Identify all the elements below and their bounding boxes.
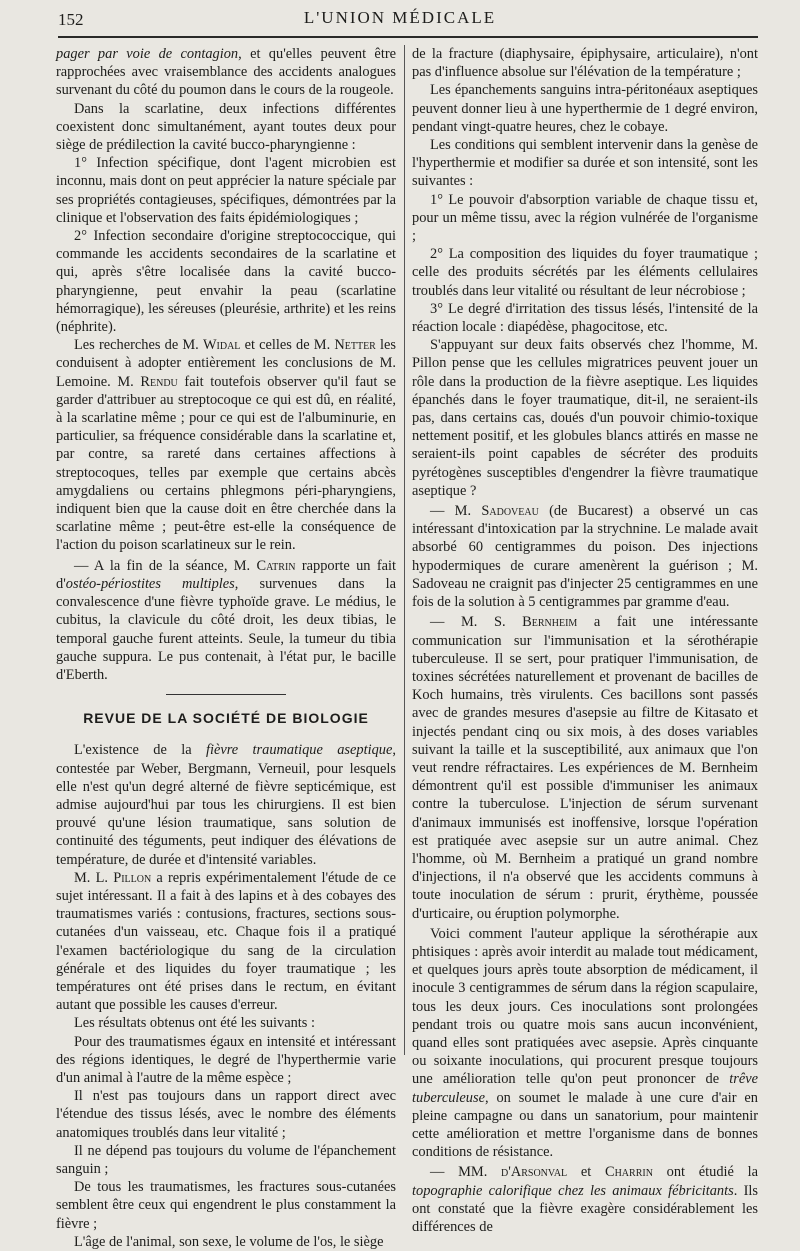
running-title: L'UNION MÉDICALE [303, 8, 497, 27]
page-header [0, 0, 800, 40]
column-divider [404, 45, 405, 1055]
paragraph: De tous les traumatismes, les fractures sous-cutanées semblent être ceux qui engendrent le plus constamment la fièvre ; [56, 1179, 396, 1232]
right-column [412, 45, 758, 1236]
paragraph: 1° Infection spécifique, dont l'agent microbien est inconnu, mais dont on peut apprécier la nature spéciale par ses propriétés contagieuses, spécifiques, démontrées par la clinique et l'observation des faits épidémiologiques ; [56, 155, 396, 226]
left-column [56, 45, 396, 1251]
paragraph: — M. S. Bernheim a fait une intéressante communication sur l'immunisation et la sérothérapie tuberculeuse. Il se sert, pour pratiquer l'immunisation, de toxines sécrétées naturellement et provenant de bacilles de Koch humains, très virulents. Ces bacillons sont passés avec de grandes mesures d'asepsie au filtre de Kitasato et injectés pendant cinq ou six mois, à des doses variables suivant la taille et la susceptibilité, aux animaux que l'on veut rendre réfractaires. Les expériences de M. Bernheim démontrent qu'il est possible d'immuniser les animaux contre la tuberculose. L'injection de sérum survenant d'animaux immunisés est inoffensive, lorsque l'opération est pratiquée avec asepsie sur un autre animal. Chez l'homme, où M. Bernheim a pratiqué un grand nombre d'injections, il n'a observé que les accidents communs à toute inoculation de sérum : prurit, érythème, poussée d'urticaire, ou éruption polymorphe. [412, 614, 758, 922]
paragraph: S'appuyant sur deux faits observés chez l'homme, M. Pillon pense que les cellules migratrices peuvent jouer un rôle dans la production de la fièvre aseptique. Les liquides épanchés dans le foyer traumatique, dit-il, ne seraient-ils pas, dans certains cas, doués d'un pouvoir chimio-toxique nettement positif, et les globules blancs attirés en masse ne seraient-ils point capables de sécréter des produits pyrétogènes susceptibles d'engendrer la fièvre traumatique aseptique ? [412, 337, 758, 499]
header-rule [58, 36, 758, 38]
paragraph: L'âge de l'animal, son sexe, le volume de l'os, le siège [74, 1233, 384, 1250]
paragraph: — MM. d'Arsonval et Charrin ont étudié la topographie calorifique chez les animaux fébricitants. Ils ont constaté que la fièvre exagère considérablement les différences de [412, 1164, 758, 1235]
paragraph: Pour des traumatismes égaux en intensité et intéressant des régions identiques, le degré de l'hyperthermie varie d'un animal à l'autre de la même espèce ; [56, 1033, 396, 1086]
paragraph: 1° Le pouvoir d'absorption variable de chaque tissu et, pour un même tissu, avec la région vulnérée de l'organisme ; [412, 191, 758, 245]
paragraph: Les épanchements sanguins intra-péritonéaux aseptiques peuvent donner lieu à une hyperthermie de 1 degré environ, pendant vingt-quatre heures, chez le cobaye. [412, 82, 758, 135]
paragraph: — A la fin de la séance, M. Catrin rapporte un fait d'ostéo-périostites multiples, survenues dans la convalescence d'une fièvre typhoïde grave. Le médius, le cubitus, la clavicule du côté droit, les deux tibias, le temporal gauche furent atteints. Seule, la tumeur du tibia gauche suppura. Le pus contenait, à l'état pur, le bacille d'Eberth. [56, 557, 396, 683]
paragraph: 3° Le degré d'irritation des tissus lésés, l'intensité de la réaction locale : diapédèse, phagocitose, etc. [412, 300, 758, 336]
paragraph: Il n'est pas toujours dans un rapport direct avec l'étendue des tissus lésés, avec le nombre des éléments anatomiques troublés dans leur vitalité ; [56, 1088, 396, 1141]
paragraph: Il ne dépend pas toujours du volume de l'épanchement sanguin ; [56, 1142, 396, 1177]
paragraph: 2° La composition des liquides du foyer traumatique ; celle des produits sécrétés par les éléments cellulaires troublés dans leur vitalité ou résultant de leur nécrobiose ; [412, 246, 758, 299]
paragraph: Dans la scarlatine, deux infections différentes coexistent donc simultanément, ayant toutes deux pour siège de prédilection la cavité bucco-pharyngienne : [56, 100, 396, 154]
paragraph: 2° Infection secondaire d'origine streptococcique, qui commande les accidents secondaires de la scarlatine et qui, après s'être localisée dans la cavité bucco-pharyngienne, peut envahir la peau (scarlatine hémorragique), les séreuses (pleurésie, arthrite) et les reins (néphrite). [56, 228, 396, 336]
paragraph: Voici comment l'auteur applique la sérothérapie aux phtisiques : après avoir interdit au malade tout médicament, et quelques jours après toute absorption de médicament, il inocule 3 centigrammes de sérum dans la région scapulaire, tous les deux jours. Ces inoculations sont prolongées pendant trois ou quatre mois sans aucun inconvénient, quand elles sont pratiquées avec asepsie. Après cinquante ou soixante inoculations, qui procurent presque toujours une amélioration telle qu'on peut prononcer de trêve tuberculeuse, on soumet le malade à une cure d'air en pleine campagne ou dans un sanatorium, pour maintenir cette amélioration et mettre l'organisme dans de bonnes conditions de résistance. [412, 925, 758, 1161]
section-separator [166, 694, 286, 695]
paragraph: Les résultats obtenus ont été les suivants : [74, 1015, 316, 1032]
paragraph: Les conditions qui semblent intervenir dans la genèse de l'hyperthermie et modifier sa durée et son intensité, sont les suivantes : [412, 137, 758, 190]
paragraph: Les recherches de M. Widal et celles de M. Netter les conduisent à adopter entièrement les conclusions de M. Lemoine. M. Rendu fait toutefois observer qu'il faut se garder d'attribuer au streptocoque ce qui est dû, en réalité, à la scarlatine même ; pour ce qui est de l'albuminurie, en particulier, sa fréquence considérable dans la scarlatine et, par contre, sa rareté dans certaines affections à streptocoques, telles par exemple que certains abcès amygdaliens ou certains phlegmons péri-pharyngiens, indiquent bien que la cause doit en être cherchée dans la scarlatine même ; peut-être est-elle la conséquence de l'action du poison scarlatineux sur le rein. [56, 337, 397, 554]
paragraph: pager par voie de contagion, et qu'elles peuvent être rapprochées avec vraisemblance des accidents analogues survenant du côté du poumon dans le cours de la rougeole. [56, 46, 396, 99]
section-heading: REVUE DE LA SOCIÉTÉ DE BIOLOGIE [83, 710, 369, 727]
paragraph: de la fracture (diaphysaire, épiphysaire, articulaire), n'ont pas d'influence absolue sur l'élévation de la température ; [412, 46, 758, 81]
paragraph: M. L. Pillon a repris expérimentalement l'étude de ce sujet intéressant. Il a fait à des lapins et à des cobayes des traumatismes variés : contusions, fractures, sections sous-cutanées d'un vaisseau, etc. Chaque fois il a pratiqué l'examen bactériologique du sang de la circulation générale et des liquides du foyer traumatique ; les températures ont été prises dans le rectum, en évitant autant que possible les causes d'erreur. [56, 869, 396, 1014]
page-number: 152 [58, 10, 84, 29]
paragraph: — M. Sadoveau (de Bucarest) a observé un cas intéressant d'intoxication par la strychnine. Le malade avait absorbé 60 centigrammes du poison. Des injections hypodermiques de curare amenèrent la guérison ; M. Sadoveau ne craignit pas d'injecter 25 centigrammes en une fois de la solution à 5 centigrammes par gramme d'eau. [412, 503, 758, 611]
paragraph: L'existence de la fièvre traumatique aseptique, contestée par Weber, Bergmann, Verneuil, pour lesquels elle n'est qu'un degré alterné de fièvre septicémique, est admise aujourd'hui par tous les chirurgiens. Il est bien prouvé qu'une lésion traumatique, sans solution de continuité des téguments, peut indiquer des élévations de température, de durée et d'intensité variables. [56, 742, 396, 868]
